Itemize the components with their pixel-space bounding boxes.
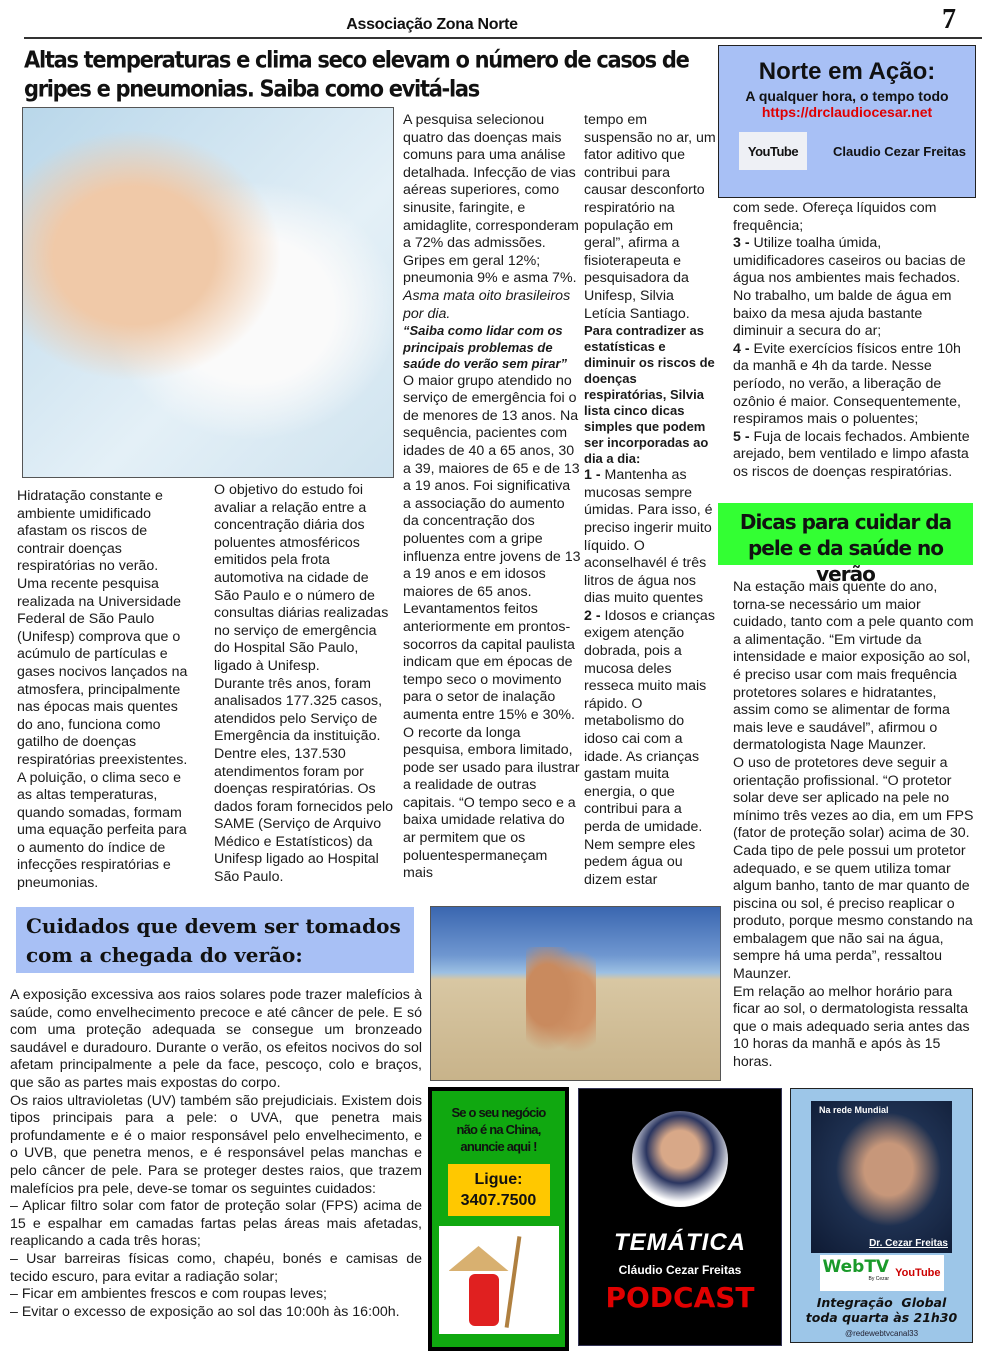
webtv-logo: WebTV By Cezar: [822, 1257, 890, 1282]
paragraph: [733, 984, 975, 1072]
article-column-2: [214, 482, 394, 887]
host-portrait: [632, 1111, 728, 1207]
paragraph-text: Asma mata oito brasileiros por dia.: [403, 287, 571, 322]
paragraph: [584, 323, 716, 467]
paragraph: [403, 112, 581, 288]
paragraph: [17, 488, 195, 576]
paragraph: [403, 323, 581, 373]
paragraph-text: O maior grupo atendido no serviço de emergência foi o de menores de 13 anos. Na sequência, pacientes com idades de 40 a 65 anos, 30 a 39, maiores de 65 e de 13 a 19 anos. Foi significativa a associação do aumento da concentração dos poluentes com a gripe influenza entre jovens de 13 a 19 anos e em idosos maiores de 65 anos. Levantamentos feitos anteriormente em prontos-socorros da capital paulista indicam que em épocas de tempo seco o movimento para o setor de inalação aumenta entre 15% e 30%.: [403, 372, 581, 723]
paragraph-text: – Aplicar filtro solar com fator de proteção solar (FPS) acima de 15 e espalhar em camadas fartas pelas áreas mais afetadas, reaplicando a cada três horas;: [10, 1198, 422, 1250]
ad-phone: 3407.7500: [460, 1192, 537, 1209]
paragraph-text: Hidratação constante e ambiente umidificado afastam os riscos de contrair doenças respiratórias no verão.: [17, 488, 163, 575]
paragraph-text: Em relação ao melhor horário para ficar ao sol, o dermatologista ressalta que o mais adequado seria antes das 10 horas da manhã e após às 15 horas.: [733, 983, 970, 1071]
paragraph-text: Idosos e crianças exigem atenção dobrada, pois a mucosa deles resseca muito mais rápido. O metabolismo do idoso cai com a idade. As crianças gastam muita energia, o que contribui para a perda de umidade. Nem sempre eles pedem água ou dizem estar: [584, 607, 715, 888]
main-headline: Altas temperaturas e clima seco elevam o número de casos de gripes e pneumonias. Saiba como evitá-las: [24, 46, 689, 102]
paragraph: [733, 341, 975, 429]
page-number: 7: [942, 4, 956, 35]
paragraph-text: – Ficar em ambientes frescos e com roupas leves;: [10, 1286, 327, 1303]
paragraph-text: O recorte da longa pesquisa, embora limitado, pode ser usado para ilustrar a realidade de outras capitais. “O tempo seco e a baixa umidade relativa do ar permitem que os poluentespermaneçam mais: [403, 724, 580, 882]
paragraph: [10, 1286, 422, 1304]
webtv-advertisement[interactable]: [790, 1088, 973, 1343]
paragraph: [733, 755, 975, 984]
tip-number: 5 -: [733, 428, 750, 445]
paragraph-text: Durante três anos, foram analisados 177.325 casos, atendidos pelo Serviço de Emergência da instituição. Dentre eles, 137.530 atendimentos foram por doenças respiratórias. Os dados foram fornecidos pelo SAME (Serviço de Arquivo Médico e Estatísticos) da Unifesp ligado ao Hospital São Paulo.: [214, 675, 394, 886]
paragraph: [584, 467, 716, 608]
paragraph: [733, 200, 975, 235]
paragraph: [10, 1251, 422, 1286]
paragraph-text: A pesquisa selecionou quatro das doenças mais comuns para uma análise detalhada. Infecção de vias aéreas superiores, como sinusite, faringite, e amidaglite, corresponderam a 72% das admissões. Gripes em geral 12%; pneumonia 9% e asma 7%.: [403, 112, 579, 287]
podcast-host-name: Cláudio Cezar Freitas: [618, 1263, 742, 1277]
youtube-logo-text: YouTube: [747, 143, 799, 159]
paragraph: [10, 1304, 422, 1322]
paragraph: [584, 608, 716, 890]
paragraph-text: Utilize toalha úmida, umidificadores caseiros ou bacias de água nos ambientes mais fechados. No trabalho, um balde de água em baixo da mesa ajuda bastante diminuir a secura do ar;: [733, 235, 966, 340]
paragraph-text: “Saiba como lidar com os principais problemas de saúde do verão sem pirar”: [403, 323, 568, 372]
paragraph: [10, 1198, 422, 1251]
header-rule: [24, 37, 982, 39]
paragraph: [10, 987, 422, 1093]
article-column-4: [584, 112, 716, 889]
ad-line-2: não é na China,: [456, 1122, 541, 1137]
paragraph: [17, 576, 195, 770]
summer-article-title: Cuidados que devem ser tomados com a chegada do verão:: [16, 907, 414, 973]
tip-number: 2 -: [584, 607, 601, 624]
article-column-5: [733, 200, 975, 482]
social-handle: @redewebtvcanal33: [844, 1329, 919, 1338]
paragraph: [214, 676, 394, 887]
china-advertisement[interactable]: [428, 1087, 569, 1351]
paragraph: [584, 112, 716, 323]
podcast-advertisement[interactable]: [578, 1088, 782, 1346]
podcast-label: PODCAST: [605, 1281, 755, 1314]
paragraph-text: Mantenha as mucosas sempre úmidas. Para isso, é preciso ingerir muito líquido. O aconselhavél é três litros de água nos dias muito quentes: [584, 467, 713, 607]
youtube-logo-icon[interactable]: [739, 132, 807, 170]
paragraph-text: Para contradizer as estatísticas e diminuir os riscos de doenças respiratórias, Silvia lista cinco dicas simples que podem ser incorporadas ao dia a dia:: [584, 323, 715, 467]
paragraph: [733, 429, 975, 482]
paragraph: [214, 482, 394, 676]
paragraph: [10, 1093, 422, 1199]
woman-sneezing-photo: [22, 107, 394, 478]
publication-name: Associação Zona Norte: [346, 16, 518, 33]
paragraph-text: Fuja de locais fechados. Ambiente arejado, bem ventilado e limpo afasta os riscos de doenças respiratórias.: [733, 428, 970, 480]
host-photo: [811, 1101, 952, 1253]
paragraph-text: tempo em suspensão no ar, um fator aditivo que contribui para causar desconforto respiratório na população em geral”, afirma a fisioterapeuta e pesquisadora da Unifesp, Silvia Letícia Santiago.: [584, 112, 716, 322]
tip-number: 4 -: [733, 340, 750, 357]
ad-call-label: Ligue:: [474, 1171, 523, 1188]
paragraph: [17, 770, 195, 893]
norte-em-acao-box: [718, 45, 976, 198]
paragraph-text: A exposição excessiva aos raios solares pode trazer malefícios à saúde, como envelhecimento precoce e até câncer de pele. E só com uma proteção adequada se consegue um bronzeado saudável e duradouro. Durante o verão, os efeitos nocivos do sol afetam principalmente a pele da face, pescoço, colo e braços, que são as partes mais expostas do corpo.: [10, 987, 422, 1091]
paragraph-text: – Evitar o excesso de exposição ao sol das 10:00h às 16:00h.: [10, 1303, 400, 1320]
photo-caption-top: Na rede Mundial: [819, 1105, 889, 1115]
paragraph-text: – Usar barreiras físicas como, chapéu, bonés e camisas de tecido escuro, para evitar a radiação solar;: [10, 1250, 422, 1285]
promo-subtitle: A qualquer hora, o tempo todo: [745, 88, 949, 104]
article-column-1: [17, 488, 195, 893]
summer-article-body: [10, 987, 422, 1321]
channel-name: Claudio Cezar Freitas: [833, 143, 966, 159]
skin-article-title: Dicas para cuidar da pele e da saúde no verão: [718, 503, 973, 565]
paragraph-text: Os raios ultravioletas (UV) também são prejudiciais. Existem dois tipos principais para a pele: o UVA, que penetra mais profundamente e é o maior responsável pelo envelhecimento, e o UVB, que penetra menos, e é responsável pelas manchas e pelo câncer de pele. Para se proteger destes raios, que trazem malefícios pra pele, deve-se tomar os seguintes cuidados:: [10, 1092, 422, 1197]
paragraph: [403, 725, 581, 883]
paragraph-text: com sede. Ofereça líquidos com frequência;: [733, 200, 937, 234]
paragraph-text: Uma recente pesquisa realizada na Universidade Federal de São Paulo (Unifesp) comprova que o acúmulo de partículas e gases nocivos lançados na atmosfera, principalmente nas épocas mais quentes do ano, funciona como gatilho de doenças respiratórias preexistentes.: [17, 575, 188, 768]
program-name: Integração Global: [816, 1295, 947, 1310]
article-column-3: [403, 112, 581, 883]
paragraph: [733, 579, 975, 755]
ad-line-1: Se o seu negócio: [451, 1105, 546, 1120]
paragraph: [403, 373, 581, 725]
promo-title: Norte em Ação:: [758, 58, 936, 85]
youtube-logo-icon: YouTube: [895, 1267, 941, 1279]
tip-number: 1 -: [584, 467, 601, 484]
photo-caption-name[interactable]: Dr. Cezar Freitas: [869, 1238, 948, 1249]
tip-number: 3 -: [733, 235, 750, 252]
paragraph-text: O objetivo do estudo foi avaliar a relação entre a concentração diária dos poluentes atmosféricos emitidos pela frota automotiva na cidade de São Paulo e o número de consultas diárias realizadas no serviço de emergência do Hospital São Paulo, ligado à Unifesp.: [214, 482, 389, 674]
skin-article-body: [733, 579, 975, 1072]
program-schedule: toda quarta às 21h30: [805, 1310, 958, 1325]
paragraph: [403, 288, 581, 323]
paragraph-text: O uso de protetores deve seguir a orientação profissional. “O protetor solar deve ser aplicado na pele no mínimo três vezes ao dia, em um FPS (fator de proteção solar) acima de 30. Cada tipo de pele possui um protetor adequado, e se quem utiliza tomar algum banho, tanto de mar quanto de piscina ou sol, é preciso reaplicar o produto, porque mesmo constando na embalagem que não sai na água, sempre há uma perda”, ressaltou Maunzer.: [733, 754, 974, 983]
paragraph-text: Evite exercícios físicos entre 10h da manhã e 4h da tarde. Nesse período, no verão, a liberação de ozônio é maior. Consequentemente, respiramos mais o poluentes;: [733, 340, 961, 428]
promo-url-link[interactable]: https://drclaudiocesar.net: [761, 104, 933, 120]
paragraph-text: Na estação mais quente do ano, torna-se necessário um maior cuidado, tanto com a pele quanto com a alimentação. “Em virtude da intensidade e maior exposição ao sol, é preciso usar com mais frequência protetores solares e hidratantes, assim como se alimentar de forma mais leve e saudável”, afirmou o dermatologista Nage Maunzer.: [733, 579, 974, 754]
beach-photo: [430, 906, 721, 1081]
paragraph: [733, 235, 975, 341]
ad-line-3: anuncie aqui !: [460, 1139, 537, 1154]
paragraph-text: A poluição, o clima seco e as altas temperaturas, quando somadas, formam uma equação perfeita para o aumento do índice de infecções respiratórias e pneumonias.: [17, 769, 187, 892]
tematica-logo: TEMÁTICA: [614, 1229, 746, 1256]
chinese-cartoon-image: [439, 1226, 559, 1334]
